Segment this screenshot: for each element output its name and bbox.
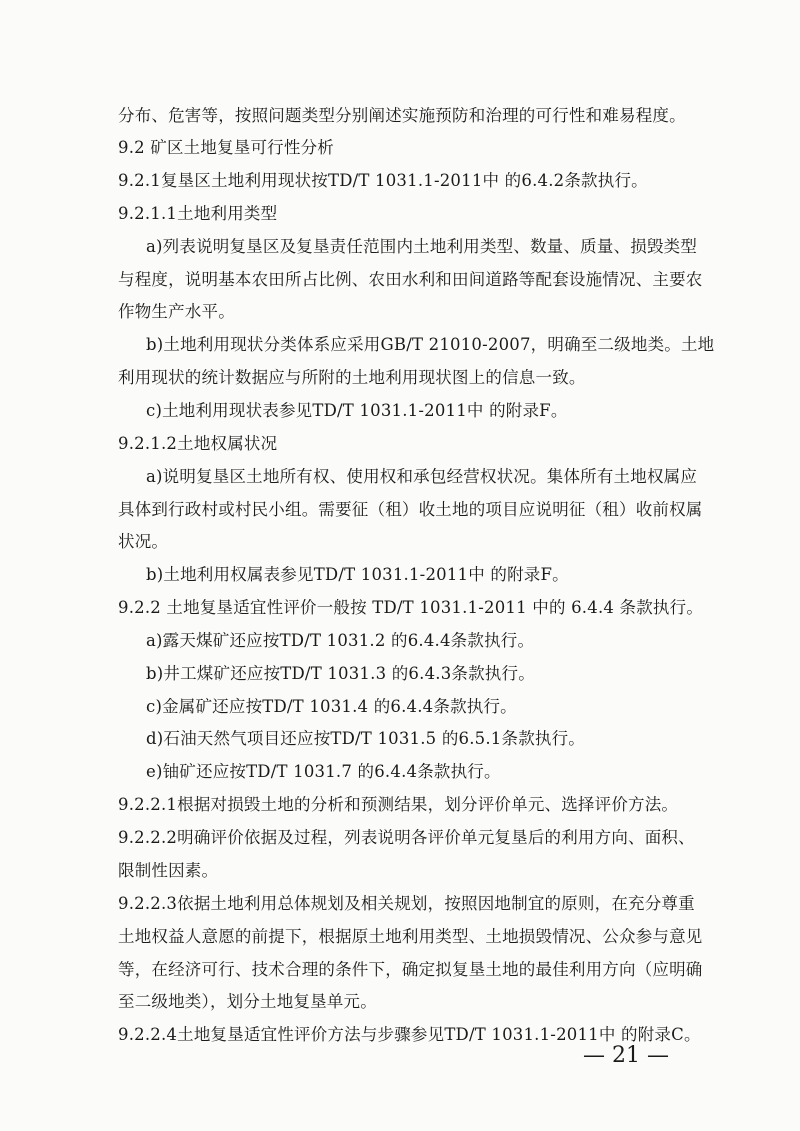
- text-line: 分布、危害等，按照问题类型分别阐述实施预防和治理的可行性和难易程度。: [118, 106, 686, 125]
- text-line: 9.2.1复垦区土地利用现状按TD/T 1031.1-2011中 的6.4.2条款执行。: [118, 171, 648, 190]
- text-line: 9.2.2.1根据对损毁土地的分析和预测结果，划分评价单元、选择评价方法。: [118, 795, 679, 814]
- text-line: 限制性因素。: [118, 861, 219, 880]
- text-line: a)列表说明复垦区及复垦责任范围内土地利用类型、数量、质量、损毁类型: [146, 237, 698, 256]
- text-line: 状况。: [118, 532, 169, 551]
- text-line: 具体到行政村或村民小组。需要征（租）收土地的项目应说明征（租）收前权属: [118, 500, 703, 519]
- text-line: 9.2.2.4土地复垦适宜性评价方法与步骤参见TD/T 1031.1-2011中 的附录C。: [118, 1025, 701, 1044]
- list-item: c)金属矿还应按TD/T 1031.4 的6.4.4条款执行。: [146, 697, 517, 716]
- text-line: 土地权益人意愿的前提下，根据原土地利用类型、土地损毁情况、公众参与意见: [118, 927, 703, 946]
- list-item: d)石油天然气项目还应按TD/T 1031.5 的6.5.1条款执行。: [146, 729, 586, 748]
- section-heading: 9.2 矿区土地复垦可行性分析: [118, 138, 334, 157]
- text-line: 9.2.2.2明确评价依据及过程，列表说明各评价单元复垦后的利用方向、面积、: [118, 828, 695, 847]
- page-number: — 21 —: [583, 1043, 669, 1068]
- text-line: b)土地利用现状分类体系应采用GB/T 21010-2007，明确至二级地类。土地: [146, 335, 715, 354]
- text-line: 与程度，说明基本农田所占比例、农田水利和田间道路等配套设施情况、主要农: [118, 270, 703, 289]
- text-line: 利用现状的统计数据应与所附的土地利用现状图上的信息一致。: [118, 368, 586, 387]
- text-line: 作物生产水平。: [118, 302, 235, 321]
- list-item: b)井工煤矿还应按TD/T 1031.3 的6.4.3条款执行。: [146, 664, 535, 683]
- subsection-heading: 9.2.1.2土地权属状况: [118, 434, 278, 453]
- text-line: c)土地利用现状表参见TD/T 1031.1-2011中 的附录F。: [146, 401, 568, 420]
- text-line: 9.2.2.3依据土地利用总体规划及相关规划，按照因地制宜的原则，在充分尊重: [118, 894, 695, 913]
- text-line: 至二级地类），划分土地复垦单元。: [118, 992, 377, 1011]
- text-line: 9.2.2 土地复垦适宜性评价一般按 TD/T 1031.1-2011 中的 6.4.4 条款执行。: [118, 598, 704, 617]
- subsection-heading: 9.2.1.1土地利用类型: [118, 204, 278, 223]
- text-line: 等，在经济可行、技术合理的条件下，确定拟复垦土地的最佳利用方向（应明确: [118, 960, 703, 979]
- text-line: b)土地利用权属表参见TD/T 1031.1-2011中 的附录F。: [146, 565, 569, 584]
- list-item: a)露天煤矿还应按TD/T 1031.2 的6.4.4条款执行。: [146, 631, 535, 650]
- list-item: e)铀矿还应按TD/T 1031.7 的6.4.4条款执行。: [146, 762, 501, 781]
- text-line: a)说明复垦区土地所有权、使用权和承包经营权状况。集体所有土地权属应: [146, 467, 698, 486]
